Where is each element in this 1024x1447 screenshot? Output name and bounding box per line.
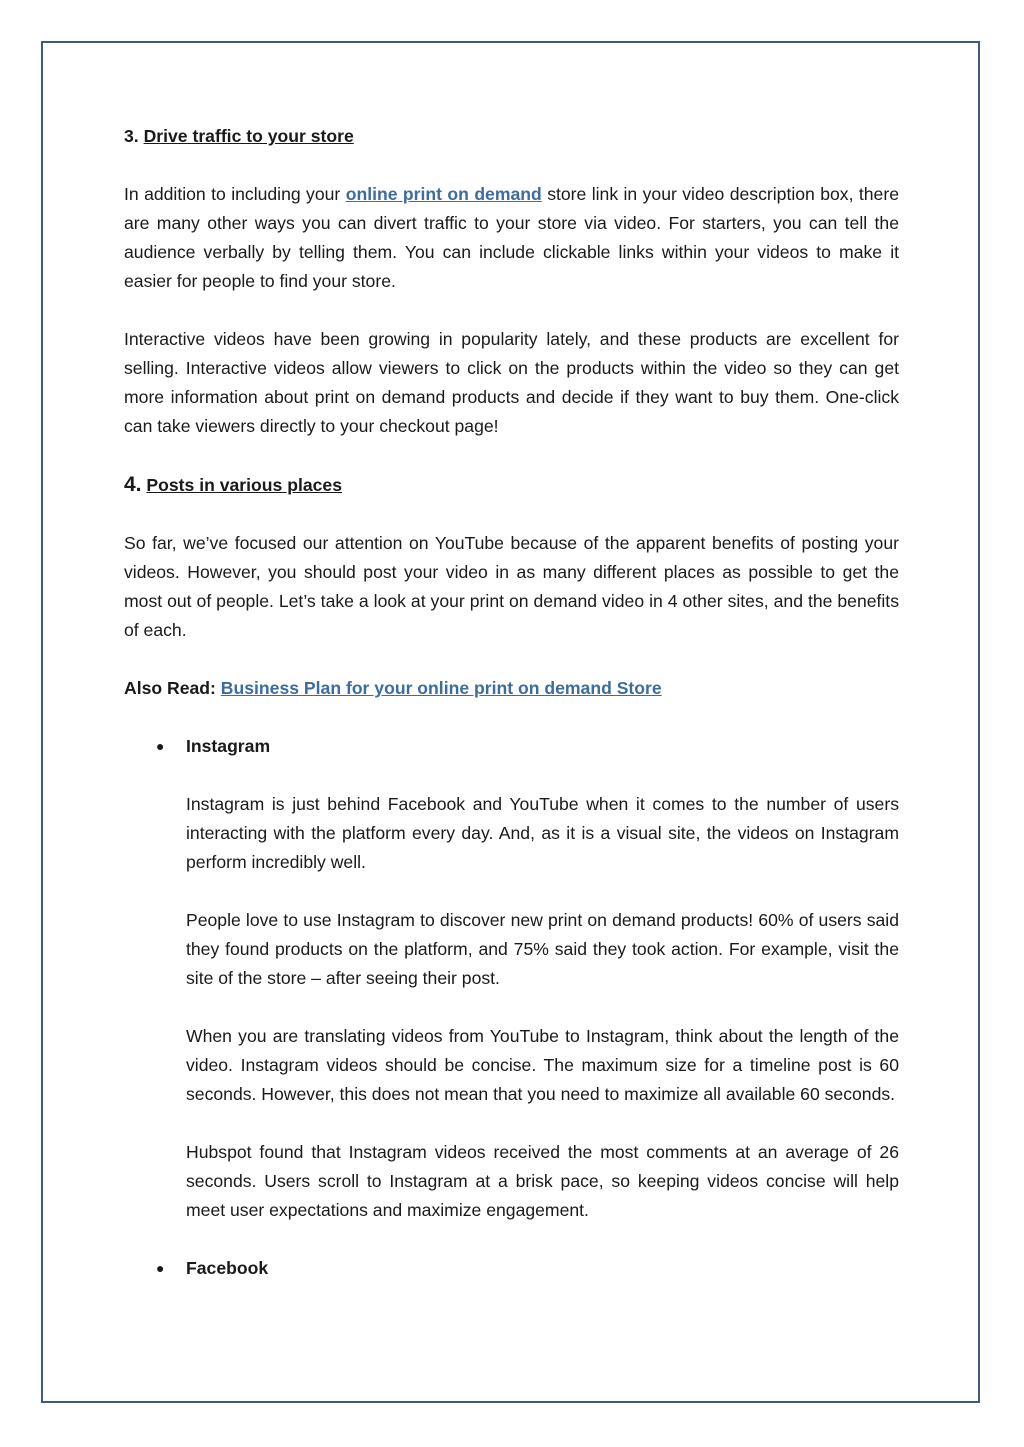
instagram-paragraph-1: Instagram is just behind Facebook and YouTube when it comes to the number of users interacting with the platform every day. And, as it is a visual site, the videos on Instagram perform incredibly well. <box>186 794 899 872</box>
instagram-paragraph-3: When you are translating videos from YouTube to Instagram, think about the length of the video. Instagram videos should be concise. The maximum size for a timeline post is 60 seconds. However, this does not mean that you need to maximize all available 60 seconds. <box>186 1026 899 1104</box>
business-plan-link[interactable]: Business Plan for your online print on demand Store <box>220 678 662 698</box>
bullet-instagram <box>124 732 899 761</box>
section-3-title: Drive traffic to your store <box>143 126 354 146</box>
bullet-icon: ● <box>156 738 165 754</box>
section-4-paragraph-1: So far, we’ve focused our attention on YouTube because of the apparent benefits of posting your videos. However, you should post your video in as many different places as possible to get the most out of people. Let’s take a look at your print on demand video in 4 other sites, and the benefits of each. <box>124 533 899 640</box>
document-body <box>124 122 899 1283</box>
also-read-label: Also Read: <box>124 678 221 698</box>
section-3-paragraph-2: Interactive videos have been growing in popularity lately, and these products are excellent for selling. Interactive videos allow viewers to click on the products within the video so they can get more information about print on demand products and decide if they want to buy them. One-click can take viewers directly to your checkout page! <box>124 329 899 436</box>
section-4-number: 4. <box>124 473 142 496</box>
section-3-number: 3. <box>124 126 139 146</box>
bullet-icon: ● <box>156 1260 165 1276</box>
paragraph-text: In addition to including your <box>124 184 346 204</box>
instagram-paragraph-2: People love to use Instagram to discover new print on demand products! 60% of users said they found products on the platform, and 75% said they took action. For example, visit the site of the store – after seeing their post. <box>186 910 899 988</box>
section-4-heading <box>124 470 899 500</box>
instagram-paragraph-4: Hubspot found that Instagram videos received the most comments at an average of 26 seconds. Users scroll to Instagram at a brisk pace, so keeping videos concise will help meet user expectations and maximize engagement. <box>186 1142 899 1220</box>
also-read-line <box>124 674 899 703</box>
section-3-heading <box>124 122 899 151</box>
instagram-section <box>124 790 899 1225</box>
section-4-title: Posts in various places <box>146 475 342 495</box>
paragraph-text: store link in your video description box, there are many other ways you can divert traffic to your store via video. For starters, you can tell the audience verbally by telling them. You can include clickable links within your videos to make it easier for people to find your store. <box>124 184 899 291</box>
bullet-facebook <box>124 1254 899 1283</box>
online-print-on-demand-link[interactable]: online print on demand <box>345 184 542 204</box>
bullet-facebook-title: Facebook <box>186 1258 269 1278</box>
section-3-paragraph-1 <box>124 180 899 296</box>
bullet-instagram-title: Instagram <box>186 736 271 756</box>
